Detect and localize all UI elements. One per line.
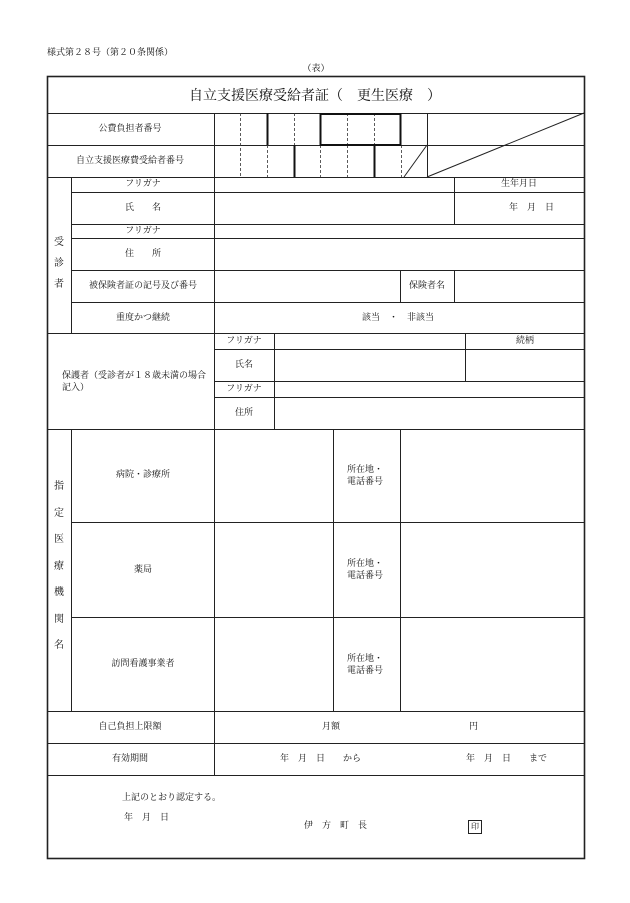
- patient-name-label: 氏 名: [124, 203, 162, 213]
- seal-mark: 印: [468, 820, 482, 834]
- recipient-number-label: 自立支援医療費受給者番号: [75, 156, 185, 166]
- pharmacy-label: 薬局: [133, 565, 153, 575]
- certificate-title: 自立支援医療受給者証（ 更生医療 ）: [189, 88, 441, 104]
- form-border: [48, 77, 585, 859]
- certification-date: 年 月 日: [124, 813, 170, 823]
- issuer-name: 伊 方 町 長: [304, 821, 368, 831]
- side-label: （表）: [302, 64, 330, 74]
- guardian-address-label: 住所: [234, 408, 254, 418]
- guardian-furigana2-label: フリガナ: [226, 384, 262, 394]
- insurer-name-label: 保険者名: [408, 281, 446, 291]
- relationship-label: 続柄: [515, 336, 535, 346]
- pharmacy-phone-label: 電話番号: [347, 571, 384, 581]
- patient-furigana-label: フリガナ: [125, 179, 161, 189]
- home-nursing-location-label: 所在地・: [347, 654, 384, 664]
- severe-continuation-label: 重度かつ継続: [115, 313, 171, 323]
- severe-continuation-options: 該当 ・ 非該当: [361, 313, 435, 323]
- hospital-phone-label: 電話番号: [347, 477, 384, 487]
- public-payer-number-label: 公費負担者番号: [98, 124, 162, 134]
- home-nursing-label: 訪問看護事業者: [111, 659, 175, 669]
- patient-address-label: 住 所: [124, 249, 162, 259]
- validity-to: 年 月 日 まで: [466, 754, 548, 764]
- guardian-name-label: 氏名: [234, 360, 254, 370]
- insurance-number-label: 被保険者証の記号及び番号: [88, 281, 198, 291]
- patient-furigana2-label: フリガナ: [125, 226, 161, 236]
- validity-period-label: 有効期間: [111, 754, 149, 764]
- birthdate-value: 年 月 日: [509, 203, 555, 213]
- patient-section-label: 受診者: [54, 237, 64, 290]
- birthdate-label: 生年月日: [500, 179, 538, 189]
- hospital-location-label: 所在地・: [347, 465, 384, 475]
- hospital-clinic-label: 病院・診療所: [115, 470, 171, 480]
- monthly-amount-label: 月額: [322, 722, 341, 732]
- guardian-furigana-label: フリガナ: [226, 336, 262, 346]
- home-nursing-phone-label: 電話番号: [347, 666, 384, 676]
- yen-label: 円: [469, 722, 479, 732]
- designated-institution-section-label: 指定医療機関名: [54, 481, 64, 651]
- certification-text: 上記のとおり認定する。: [122, 793, 222, 803]
- copay-limit-label: 自己負担上限額: [98, 722, 162, 732]
- form-number: 様式第２８号（第２０条関係）: [47, 48, 174, 58]
- validity-from: 年 月 日 から: [280, 754, 362, 764]
- guardian-label: 保護者（受診者が１８歳未満の場合記入）: [62, 371, 207, 393]
- pharmacy-location-label: 所在地・: [347, 559, 384, 569]
